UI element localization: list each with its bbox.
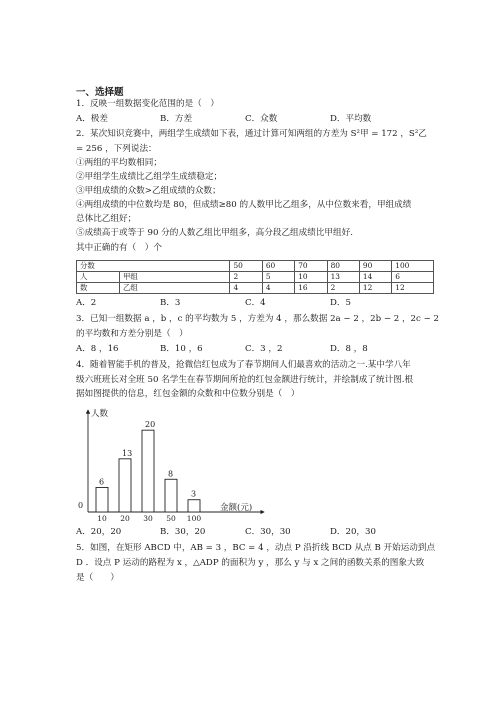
table-header-cell: 分数	[77, 261, 230, 272]
table-header-cell: 100	[392, 261, 434, 272]
table-header-cell: 50	[230, 261, 262, 272]
origin-label: 0	[78, 501, 84, 510]
q2-question: 其中正确的有（ ）个	[76, 243, 162, 253]
q2-statement-4: ④两组成绩的中位数均是 80，但成绩≥80 的人数甲比乙组多，从中位数来看，甲组成绩	[76, 200, 412, 210]
table-cell: 6	[392, 272, 434, 283]
q2-option-d: D．5	[330, 298, 351, 308]
q4-stem-line2: 级六班班长对全班 50 名学生在春节期间所抢的红包金额进行统计，并绘制成了统计图.根	[76, 375, 414, 385]
table-cell: 4	[230, 283, 262, 294]
q4-option-b: B．30，20	[160, 527, 206, 537]
bar-value-label: 3	[191, 489, 197, 499]
q1-option-d: D．平均数	[330, 114, 372, 124]
q4-option-c: C．30，30	[245, 527, 291, 537]
table-header-cell: 60	[262, 261, 294, 272]
q4-stem-line1: 4．随着智能手机的普及，抢微信红包成为了春节期间人们最喜欢的活动之一.某中学八年	[76, 360, 411, 370]
q2-statement-4-cont: 总体比乙组好；	[76, 214, 137, 224]
table-row-name: 乙组	[120, 283, 230, 294]
section-title: 一、选择题	[76, 87, 124, 98]
q3-stem-line2: 的平均数和方差分别是（ ）	[76, 329, 188, 339]
red-packet-bar-chart	[74, 402, 274, 522]
q3-stem-line1: 3．已知一组数据 a ，b ，c 的平均数为 5 ，方差为 4 ，那么数据 2a − 2 ，2b − 2 ，2c − 2	[76, 314, 439, 324]
q2-statement-2: ②甲组学生成绩比乙组学生成绩稳定；	[76, 172, 223, 182]
q2-stem-line2: = 256 ，下列说法：	[76, 144, 157, 154]
x-tick-label: 10	[97, 514, 107, 522]
q3-option-b: B．10 ，6	[160, 344, 203, 354]
q1-stem: 1．反映一组数据变化范围的是（ ）	[76, 99, 219, 109]
bar-value-label: 13	[122, 448, 133, 458]
table-cell: 12	[392, 283, 434, 294]
bar-20	[119, 459, 131, 512]
bar-30	[142, 430, 154, 512]
q5-stem-line3: 是（ ）	[76, 573, 119, 583]
bar-100	[188, 500, 200, 512]
table-cell: 5	[262, 272, 294, 283]
q5-stem-line2: D ．设点 P 运动的路程为 x ，△ADP 的面积为 y ，那么 y 与 x 之间的函数关系的图象大致	[76, 558, 425, 568]
table-cell: 16	[295, 283, 327, 294]
q4-option-d: D．20，30	[330, 527, 376, 537]
table-cell: 10	[295, 272, 327, 283]
bar-group	[96, 420, 201, 522]
bar-50	[165, 479, 177, 512]
q2-option-a: A．2	[76, 298, 97, 308]
bar-value-label: 20	[145, 420, 156, 430]
x-tick-label: 20	[120, 514, 130, 522]
x-tick-label: 100	[186, 514, 202, 522]
table-group-label-bottom: 数	[77, 283, 120, 294]
q2-option-b: B．3	[160, 298, 181, 308]
bar-value-label: 6	[99, 477, 105, 487]
bar-value-label: 8	[168, 469, 174, 479]
q5-stem-line1: 5．如图，在矩形 ABCD 中，AB = 3 ，BC = 4 ，动点 P 沿折线 BCD 从点 B 开始运动到点	[76, 543, 436, 553]
table-cell: 12	[359, 283, 391, 294]
table-cell: 14	[359, 272, 391, 283]
table-header-cell: 80	[327, 261, 359, 272]
table-cell: 4	[262, 283, 294, 294]
x-tick-label: 50	[166, 514, 176, 522]
table-row	[77, 283, 434, 294]
q1-option-c: C．众数	[245, 114, 278, 124]
table-header-row	[77, 261, 434, 272]
q2-statement-5: ⑤成绩高于或等于 90 分的人数乙组比甲组多，高分段乙组成绩比甲组好.	[76, 228, 353, 238]
table-header-cell: 70	[295, 261, 327, 272]
table-cell: 13	[327, 272, 359, 283]
q2-option-c: C．4	[245, 298, 266, 308]
x-tick-label: 30	[143, 514, 153, 522]
q2-score-table	[76, 260, 434, 294]
table-cell: 2	[230, 272, 262, 283]
table-row	[77, 272, 434, 283]
y-axis-label: 人数	[91, 409, 109, 419]
q2-statement-1: ①两组的平均数相同；	[76, 158, 162, 168]
q1-option-a: A．极差	[76, 114, 108, 124]
x-axis-label: 金额(元)	[220, 503, 253, 513]
q3-option-a: A．8 ，16	[76, 344, 119, 354]
q4-option-a: A．20，20	[76, 527, 122, 537]
table-group-label-top: 人	[77, 272, 120, 283]
q2-statement-3: ③甲组成绩的众数>乙组成绩的众数；	[76, 186, 221, 196]
q2-stem-line1: 2．某次知识竞赛中，两组学生成绩如下表，通过计算可知两组的方差为 S²甲 = 172 ，S²乙	[76, 129, 427, 139]
q3-option-c: C．3 ，2	[245, 344, 283, 354]
q1-option-b: B．方差	[160, 114, 193, 124]
table-header-cell: 90	[359, 261, 391, 272]
bar-10	[96, 487, 108, 512]
table-row-name: 甲组	[120, 272, 230, 283]
q4-stem-line3: 据如图提供的信息，红包金额的众数和中位数分别是（ ）	[76, 389, 300, 399]
table-cell: 2	[327, 283, 359, 294]
q3-option-d: D．8 ，8	[330, 344, 368, 354]
